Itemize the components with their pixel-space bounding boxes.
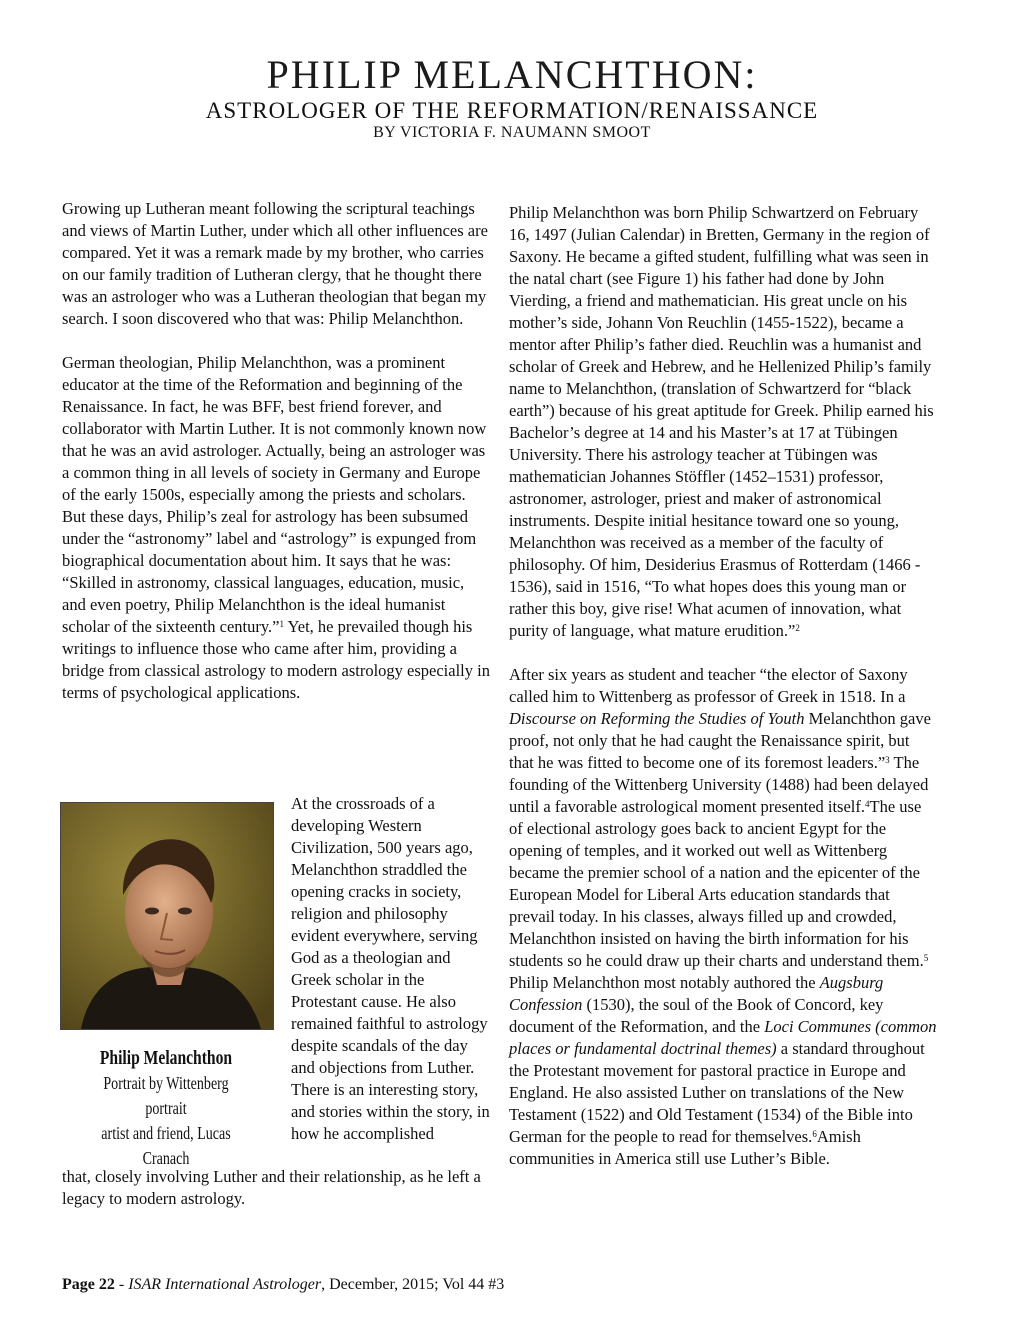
right-column: [509, 202, 937, 1170]
footnote-ref-4: 4: [865, 799, 870, 809]
left-paragraph-2-cont: Yet, he prevailed though his writings to influence those who came after him, providing a bridge from classical astrology to modern astrology especially in terms of psychological applications.: [62, 617, 490, 702]
article-title: PHILIP MELANCHTHON:: [266, 52, 758, 97]
caption-line-2: artist and friend, Lucas Cranach: [101, 1123, 231, 1168]
title-discourse: Discourse on Reforming the Studies of Youth: [509, 709, 805, 728]
footer-issue: , December, 2015; Vol 44 #3: [321, 1276, 505, 1293]
right-p2-b: Melanchthon gave proof, not only that he had caught the Renaissance spirit, but that he was fitted to become one of its foremost leaders.”: [509, 709, 931, 772]
caption-name: Philip Melanchthon: [99, 1047, 233, 1069]
mid-column: [291, 793, 491, 1145]
footer-page-number: Page 22: [62, 1276, 115, 1293]
right-p2-f: (1530), the soul of the Book of Concord, key document of the Reformation, and the: [509, 995, 884, 1036]
right-p2-d: The use of electional astrology goes back to ancient Egypt for the opening of temples, and it worked out well as Wittenberg became the premier school of a nation and the epicenter of the European Model for Liberal Arts education standards that prevail today. In his classes, always filled up and crowded, Melanchthon insisted on having the birth information for his students so he could draw up their charts and understand them.: [509, 797, 924, 970]
portrait-caption: [60, 1046, 272, 1171]
footnote-ref-6: 6: [812, 1129, 817, 1139]
left-paragraph-1: Growing up Lutheran meant following the scriptural teachings and views of Martin Luther, under which all other influences are compared. Yet it was a remark made by my brother, who carries on our family tradition of Lutheran clergy, that he thought there was an astrologer who was a Lutheran theologian that began my search. I soon discovered who that was: Philip Melanchthon.: [62, 199, 488, 328]
left-paragraph-2-text: German theologian, Philip Melanchthon, was a prominent educator at the time of the Reformation and beginning of the Renaissance. In fact, he was BFF, best friend forever, and collaborator with Martin Luther. It is not commonly known now that he was an avid astrologer. Actually, being an astrologer was a common thing in all levels of society in Germany and Europe of the early 1500s, especially among the priests and scholars. But these days, Philip’s zeal for astrology has been subsumed under the “astronomy” label and “astrology” is expunged from biographical documentation about him. It says that he was: “Skilled in astronomy, classical languages, education, music, and even poetry, Philip Melanchthon is the ideal humanist scholar of the sixteenth century.”: [62, 353, 487, 636]
right-paragraph-1: [509, 202, 937, 642]
right-paragraph-1-text: Philip Melanchthon was born Philip Schwartzerd on February 16, 1497 (Julian Calendar) in Bretten, Germany in the region of Saxony. He became a gifted student, fulfilling what was seen in the natal chart (see Figure 1) his father had done by John Vierding, a friend and mathematician. His great uncle on his mother’s side, Johann Von Reuchlin (1455-1522), became a mentor after Philip’s father died. Reuchlin was a humanist and scholar of Greek and Hebrew, and he Hellenized Philip’s family name to Melanchthon, (translation of Schwartzerd for “black earth”) because of his great aptitude for Greek. Philip earned his Bachelor’s degree at 14 and his Master’s at 17 at Tübingen University. There his astrology teacher at Tübingen was mathematician Johannes Stöffler (1452–1531) professor, astronomer, astrologer, priest and maker of astronomical instruments. Despite initial hesitance toward one so young, Melanchthon was received as a member of the faculty of philosophy. Of him, Desiderius Erasmus of Rotterdam (1466 - 1536), said in 1516, “To what hopes does this young man or rather this boy, give rise! What acumen of innovation, what purity of language, what mature erudition.”: [509, 203, 934, 640]
right-p2-a: After six years as student and teacher “the elector of Saxony called him to Wittenberg as professor of Greek in 1518. In a: [509, 665, 908, 706]
left-column: [62, 198, 490, 704]
mid-paragraph: At the crossroads of a developing Western Civilization, 500 years ago, Melanchthon straddled the opening cracks in society, religion and philosophy evident everywhere, serving God as a theologian and Greek scholar in the Protestant cause. He also remained faithful to astrology despite scandals of the day and objections from Luther. There is an interesting story, and stories within the story, in how he accomplished: [291, 794, 490, 1143]
right-paragraph-2: [509, 664, 937, 1170]
footnote-ref-5: 5: [923, 953, 929, 963]
left-tail-column: [62, 1166, 492, 1210]
title-loci: Loci Communes (common places or fundamental doctrinal themes): [509, 1017, 937, 1058]
right-p2-e: Philip Melanchthon most notably authored the: [509, 973, 820, 992]
footnote-ref-2: 2: [795, 623, 800, 633]
portrait-painting: [61, 803, 273, 1029]
caption-line-1: Portrait by Wittenberg portrait: [103, 1073, 229, 1118]
left-paragraph-2: [62, 352, 490, 704]
right-p2-h: Amish communities in America still use Luther’s Bible.: [509, 1127, 861, 1168]
page-footer: [62, 1275, 504, 1295]
title-augsburg: Augsburg Confession: [509, 973, 884, 1014]
article-subtitle: ASTROLOGER OF THE REFORMATION/RENAISSANCE: [205, 98, 819, 123]
footer-sep: -: [114, 1276, 129, 1293]
article-byline: BY VICTORIA F. NAUMANN SMOOT: [373, 124, 651, 141]
footnote-ref-1: 1: [279, 619, 284, 629]
footnote-ref-3: 3: [885, 755, 890, 765]
footer-publication: ISAR International Astrologer: [128, 1276, 322, 1293]
portrait-image: [60, 802, 274, 1030]
right-p2-c: The founding of the Wittenberg University (1488) had been delayed until a favorable astrological moment presented itself.: [509, 753, 929, 816]
right-p2-g: a standard throughout the Protestant movement for pastoral practice in Europe and England. He also assisted Luther on translations of the New Testament (1522) and Old Testament (1534) of the Bible into German for the people to read for themselves.: [509, 1039, 925, 1146]
mid-paragraph-tail: that, closely involving Luther and their relationship, as he left a legacy to modern astrology.: [62, 1167, 481, 1208]
